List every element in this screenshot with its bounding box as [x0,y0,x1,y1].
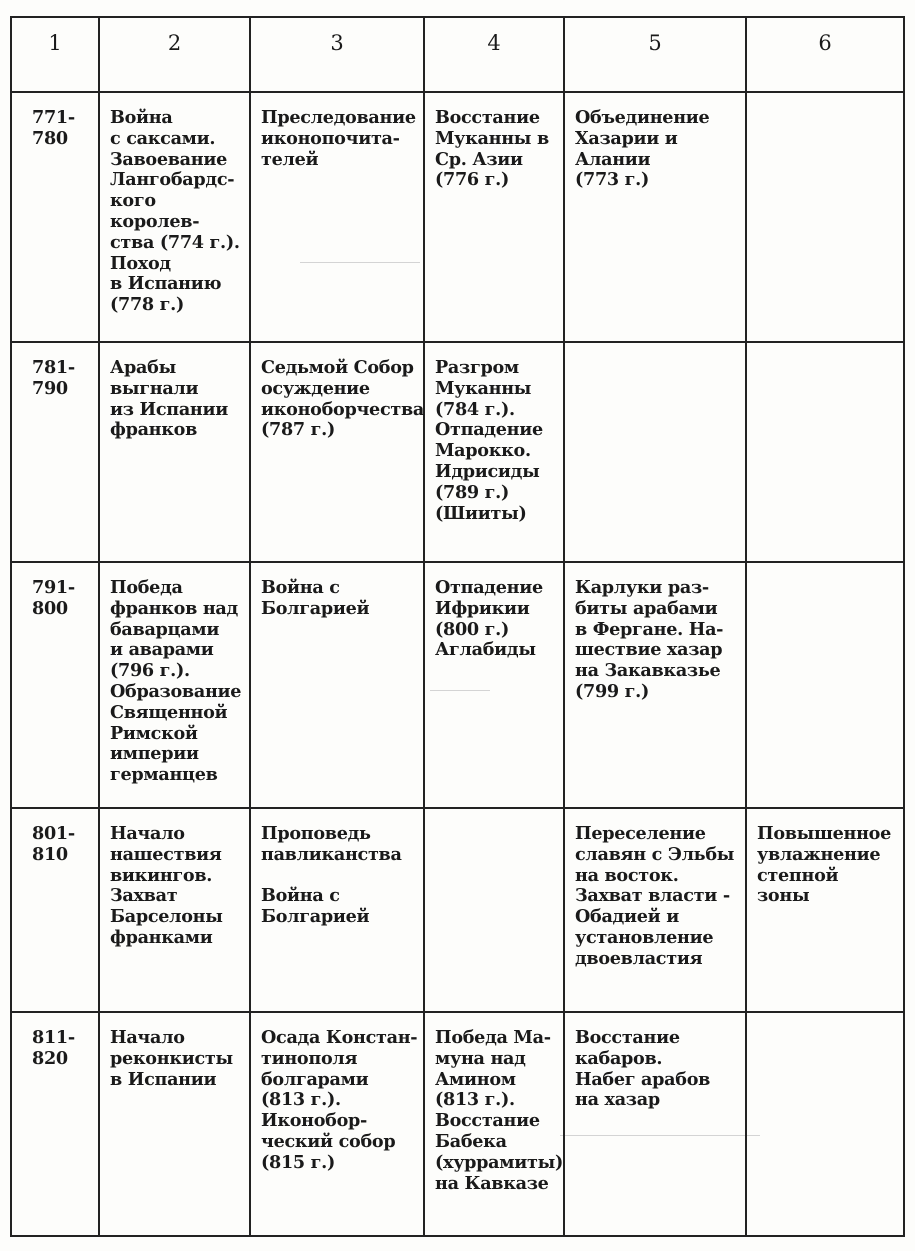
byzantium-cell [250,342,424,562]
caliphate-cell [424,92,564,342]
byzantium-cell [250,1012,424,1236]
caliphate-cell [424,562,564,808]
climate-cell [746,92,904,342]
table-row [11,562,904,808]
khazaria-cell [564,92,746,342]
cell-text [747,1013,903,1028]
chronology-table [10,16,905,1237]
cell-text: Война с саксами. Завоевание Лангобардс- кого королев- ства (774 г.). Поход в Испанию (778 г.) [110,107,240,316]
cell-text: Седьмой Собор осуждение иконоборчества (787 г.) [261,357,424,441]
khazaria-cell [564,1012,746,1236]
years-text: 801- 810 [32,823,75,865]
caliphate-cell [424,1012,564,1236]
cell-text [565,343,745,358]
cell-text: Победа Ма- муна над Амином (813 г.). Восстание Бабека (хуррамиты) на Кавказе [435,1027,563,1194]
byzantium-cell [250,92,424,342]
cell-text: Начало нашествия викингов. Захват Барселоны франками [110,823,223,948]
byzantium-cell [250,562,424,808]
cell-text [425,809,563,824]
cell-text [747,563,903,578]
cell-text: Восстание Муканны в Ср. Азии (776 г.) [435,107,549,191]
climate-cell [746,342,904,562]
column-header-1: 1 [11,17,99,92]
caliphate-cell [424,342,564,562]
khazaria-cell [564,808,746,1012]
cell-text [747,93,903,108]
years-text: 781- 790 [32,357,75,399]
table-row [11,1012,904,1236]
years-cell [11,808,99,1012]
column-header-5: 5 [564,17,746,92]
western-europe-cell [99,808,250,1012]
climate-cell [746,1012,904,1236]
table-row [11,92,904,342]
cell-text: Отпадение Ифрикии (800 г.) Аглабиды [435,577,543,661]
cell-text: Война с Болгарией [261,577,370,619]
years-cell [11,342,99,562]
cell-text: Восстание кабаров. Набег арабов на хазар [575,1027,711,1111]
years-text: 771- 780 [32,107,75,149]
khazaria-cell [564,342,746,562]
cell-text: Карлуки раз- биты арабами в Фергане. На- шествие хазар на Закавказье (799 г.) [575,577,724,702]
cell-text: Арабы выгнали из Испании франков [110,357,228,441]
cell-text: Переселение славян с Эльбы на восток. Захват власти - Обадией и установление двоевластия [575,823,735,969]
khazaria-cell [564,562,746,808]
column-header-3: 3 [250,17,424,92]
cell-text: Осада Констан- тинополя болгарами (813 г.). Иконобор- ческий собор (815 г.) [261,1027,418,1173]
western-europe-cell [99,342,250,562]
column-header-2: 2 [99,17,250,92]
caliphate-cell [424,808,564,1012]
climate-cell [746,562,904,808]
years-text: 811- 820 [32,1027,75,1069]
western-europe-cell [99,562,250,808]
header-row [11,17,904,92]
column-header-6: 6 [746,17,904,92]
western-europe-cell [99,92,250,342]
column-header-4: 4 [424,17,564,92]
cell-text: Объединение Хазарии и Алании (773 г.) [575,107,710,191]
table-row [11,808,904,1012]
western-europe-cell [99,1012,250,1236]
cell-text: Победа франков над баварцами и аварами (796 г.). Образование Священной Римской империи германцев [110,577,242,786]
years-cell [11,1012,99,1236]
byzantium-cell [250,808,424,1012]
cell-text: Повышенное увлажнение степной зоны [757,823,891,907]
years-text: 791- 800 [32,577,75,619]
years-cell [11,92,99,342]
years-cell [11,562,99,808]
table-row [11,342,904,562]
cell-text: Преследование иконопочита- телей [261,107,416,170]
climate-cell [746,808,904,1012]
cell-text: Проповедь павликанства Война с Болгарией [261,823,402,928]
cell-text: Начало реконкисты в Испании [110,1027,233,1090]
cell-text: Разгром Муканны (784 г.). Отпадение Марокко. Идрисиды (789 г.) (Шииты) [435,357,543,524]
cell-text [747,343,903,358]
